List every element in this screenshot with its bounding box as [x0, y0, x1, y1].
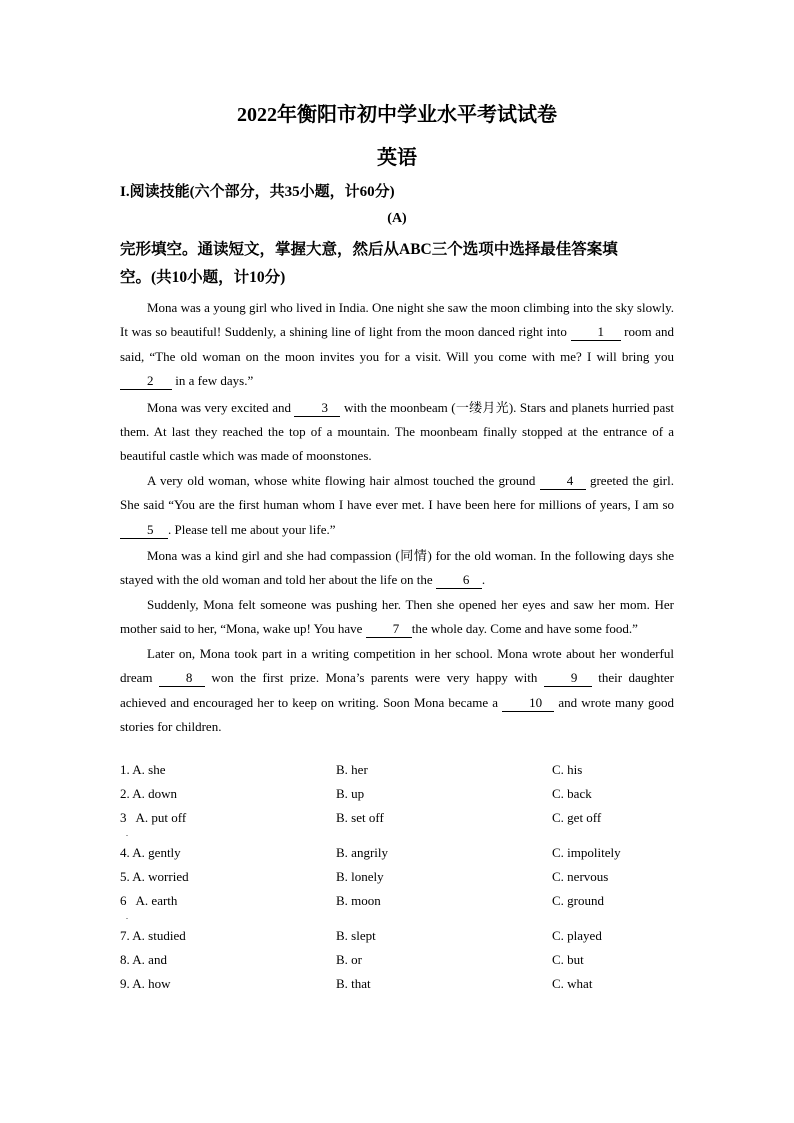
stray-mark: .: [126, 912, 128, 921]
paragraph-4: [120, 544, 674, 593]
option-b: B. her: [336, 762, 368, 777]
option-b: B. angrily: [336, 845, 388, 860]
option-a: 7. A. studied: [120, 928, 186, 943]
paragraph-3: [120, 469, 674, 542]
paragraph-text: with the moonbeam (一缕月光). Stars and planets hurried past them. At last they reached the top of a mountain. The moonbeam finally stopped at the entrance of a beautiful castle which was made of moonstones.: [120, 399, 674, 464]
paragraph-text: . Please tell me about your life.”: [168, 521, 336, 537]
option-b: B. or: [336, 952, 362, 967]
option-c: C. what: [552, 976, 593, 991]
paragraph-text: greeted the girl. She said “You are the first human whom I have ever met. I have been here for millions of years, I am so: [120, 472, 674, 513]
option-b: B. up: [336, 786, 365, 801]
blank-1: 1: [571, 324, 621, 341]
option-c: C. impolitely: [552, 845, 621, 860]
option-row: [120, 810, 680, 845]
exam-title: 2022年衡阳市初中学业水平考试试卷: [237, 104, 557, 126]
option-row: [120, 786, 680, 810]
option-c: C. get off: [552, 810, 602, 825]
paragraph-text: their daughter achieved and encouraged her to keep on writing. Soon Mona became a: [120, 670, 675, 710]
instructions: [120, 236, 680, 292]
option-a: 5. A. worried: [120, 869, 189, 884]
option-b: B. set off: [336, 810, 384, 825]
option-a: 1. A. she: [120, 762, 166, 777]
option-a: 3 A. put off: [120, 810, 187, 825]
blank-7: 7: [366, 621, 412, 638]
blank-3: 3: [294, 400, 340, 417]
paragraph-text: Mona was very excited and: [147, 399, 295, 415]
blank-6: 6: [436, 572, 482, 589]
instruction-line-2: 空。(共10小题，计10分): [120, 269, 286, 286]
answer-options: [120, 762, 680, 1000]
paragraph-text: the whole day. Come and have some food.”: [411, 621, 638, 637]
paragraph-text: in a few days.”: [172, 373, 254, 389]
option-a: 2. A. down: [120, 786, 178, 801]
instruction-line-1: 完形填空。通读短文，掌握大意，然后从ABC三个选项中选择最佳答案填: [120, 241, 618, 258]
option-a: 8. A. and: [120, 952, 167, 967]
option-a: 9. A. how: [120, 976, 171, 991]
option-b: B. that: [336, 976, 371, 991]
option-a: 6 A. earth: [120, 893, 178, 908]
paragraph-text: room and said, “The old woman on the moon invites you for a visit. Will you come with me? I will bring you: [120, 324, 674, 364]
blank-2: 2: [120, 373, 172, 390]
option-a: 4. A. gently: [120, 845, 181, 860]
blank-8: 8: [159, 670, 205, 687]
paragraph-text: won the first prize. Mona’s parents were very happy with: [204, 670, 544, 686]
section-heading: I.阅读技能(六个部分，共35小题，计60分): [120, 184, 395, 200]
paragraph-1: [120, 296, 674, 394]
option-row: [120, 976, 680, 1000]
option-b: B. lonely: [336, 869, 384, 884]
blank-9: 9: [544, 670, 592, 687]
cloze-passage: [120, 296, 674, 739]
option-c: C. played: [552, 928, 602, 943]
blank-10: 10: [502, 695, 554, 712]
option-row: [120, 928, 680, 952]
option-c: C. back: [552, 786, 592, 801]
option-b: B. moon: [336, 893, 381, 908]
paragraph-text: Mona was a kind girl and she had compassion (同情) for the old woman. In the following days she stayed with the old woman and told her about the life on the: [120, 548, 674, 588]
option-b: B. slept: [336, 928, 376, 943]
paragraph-text: A very old woman, whose white flowing hair almost touched the ground: [147, 472, 540, 488]
blank-4: 4: [540, 473, 586, 490]
option-row: [120, 869, 680, 893]
option-row: [120, 952, 680, 976]
option-c: C. his: [552, 762, 583, 777]
paragraph-text: Later on, Mona took part in a writing competition in her school. Mona wrote about her wonderful dream: [120, 645, 674, 686]
stray-mark: .: [126, 829, 128, 838]
option-row: [120, 845, 680, 869]
part-label: (A): [387, 211, 407, 226]
paragraph-2: [120, 396, 674, 469]
paragraph-text: Suddenly, Mona felt someone was pushing her. Then she opened her eyes and saw her mom. Her mother said to her, “Mona, wake up! You have: [120, 596, 674, 637]
option-c: C. ground: [552, 893, 604, 908]
option-c: C. nervous: [552, 869, 609, 884]
option-row: [120, 762, 680, 786]
subject-title: 英语: [377, 147, 417, 169]
option-row: [120, 893, 680, 928]
paragraph-text: .: [481, 572, 486, 588]
paragraph-6: [120, 642, 674, 740]
paragraph-text: and wrote many good stories for children.: [120, 694, 674, 734]
paragraph-text: Mona was a young girl who lived in India. One night she saw the moon climbing into the sky slowly. It was so beautiful! Suddenly, a shining line of light from the moon danced right into: [120, 300, 674, 340]
blank-5: 5: [120, 522, 168, 539]
option-c: C. but: [552, 952, 584, 967]
paragraph-5: [120, 593, 674, 642]
